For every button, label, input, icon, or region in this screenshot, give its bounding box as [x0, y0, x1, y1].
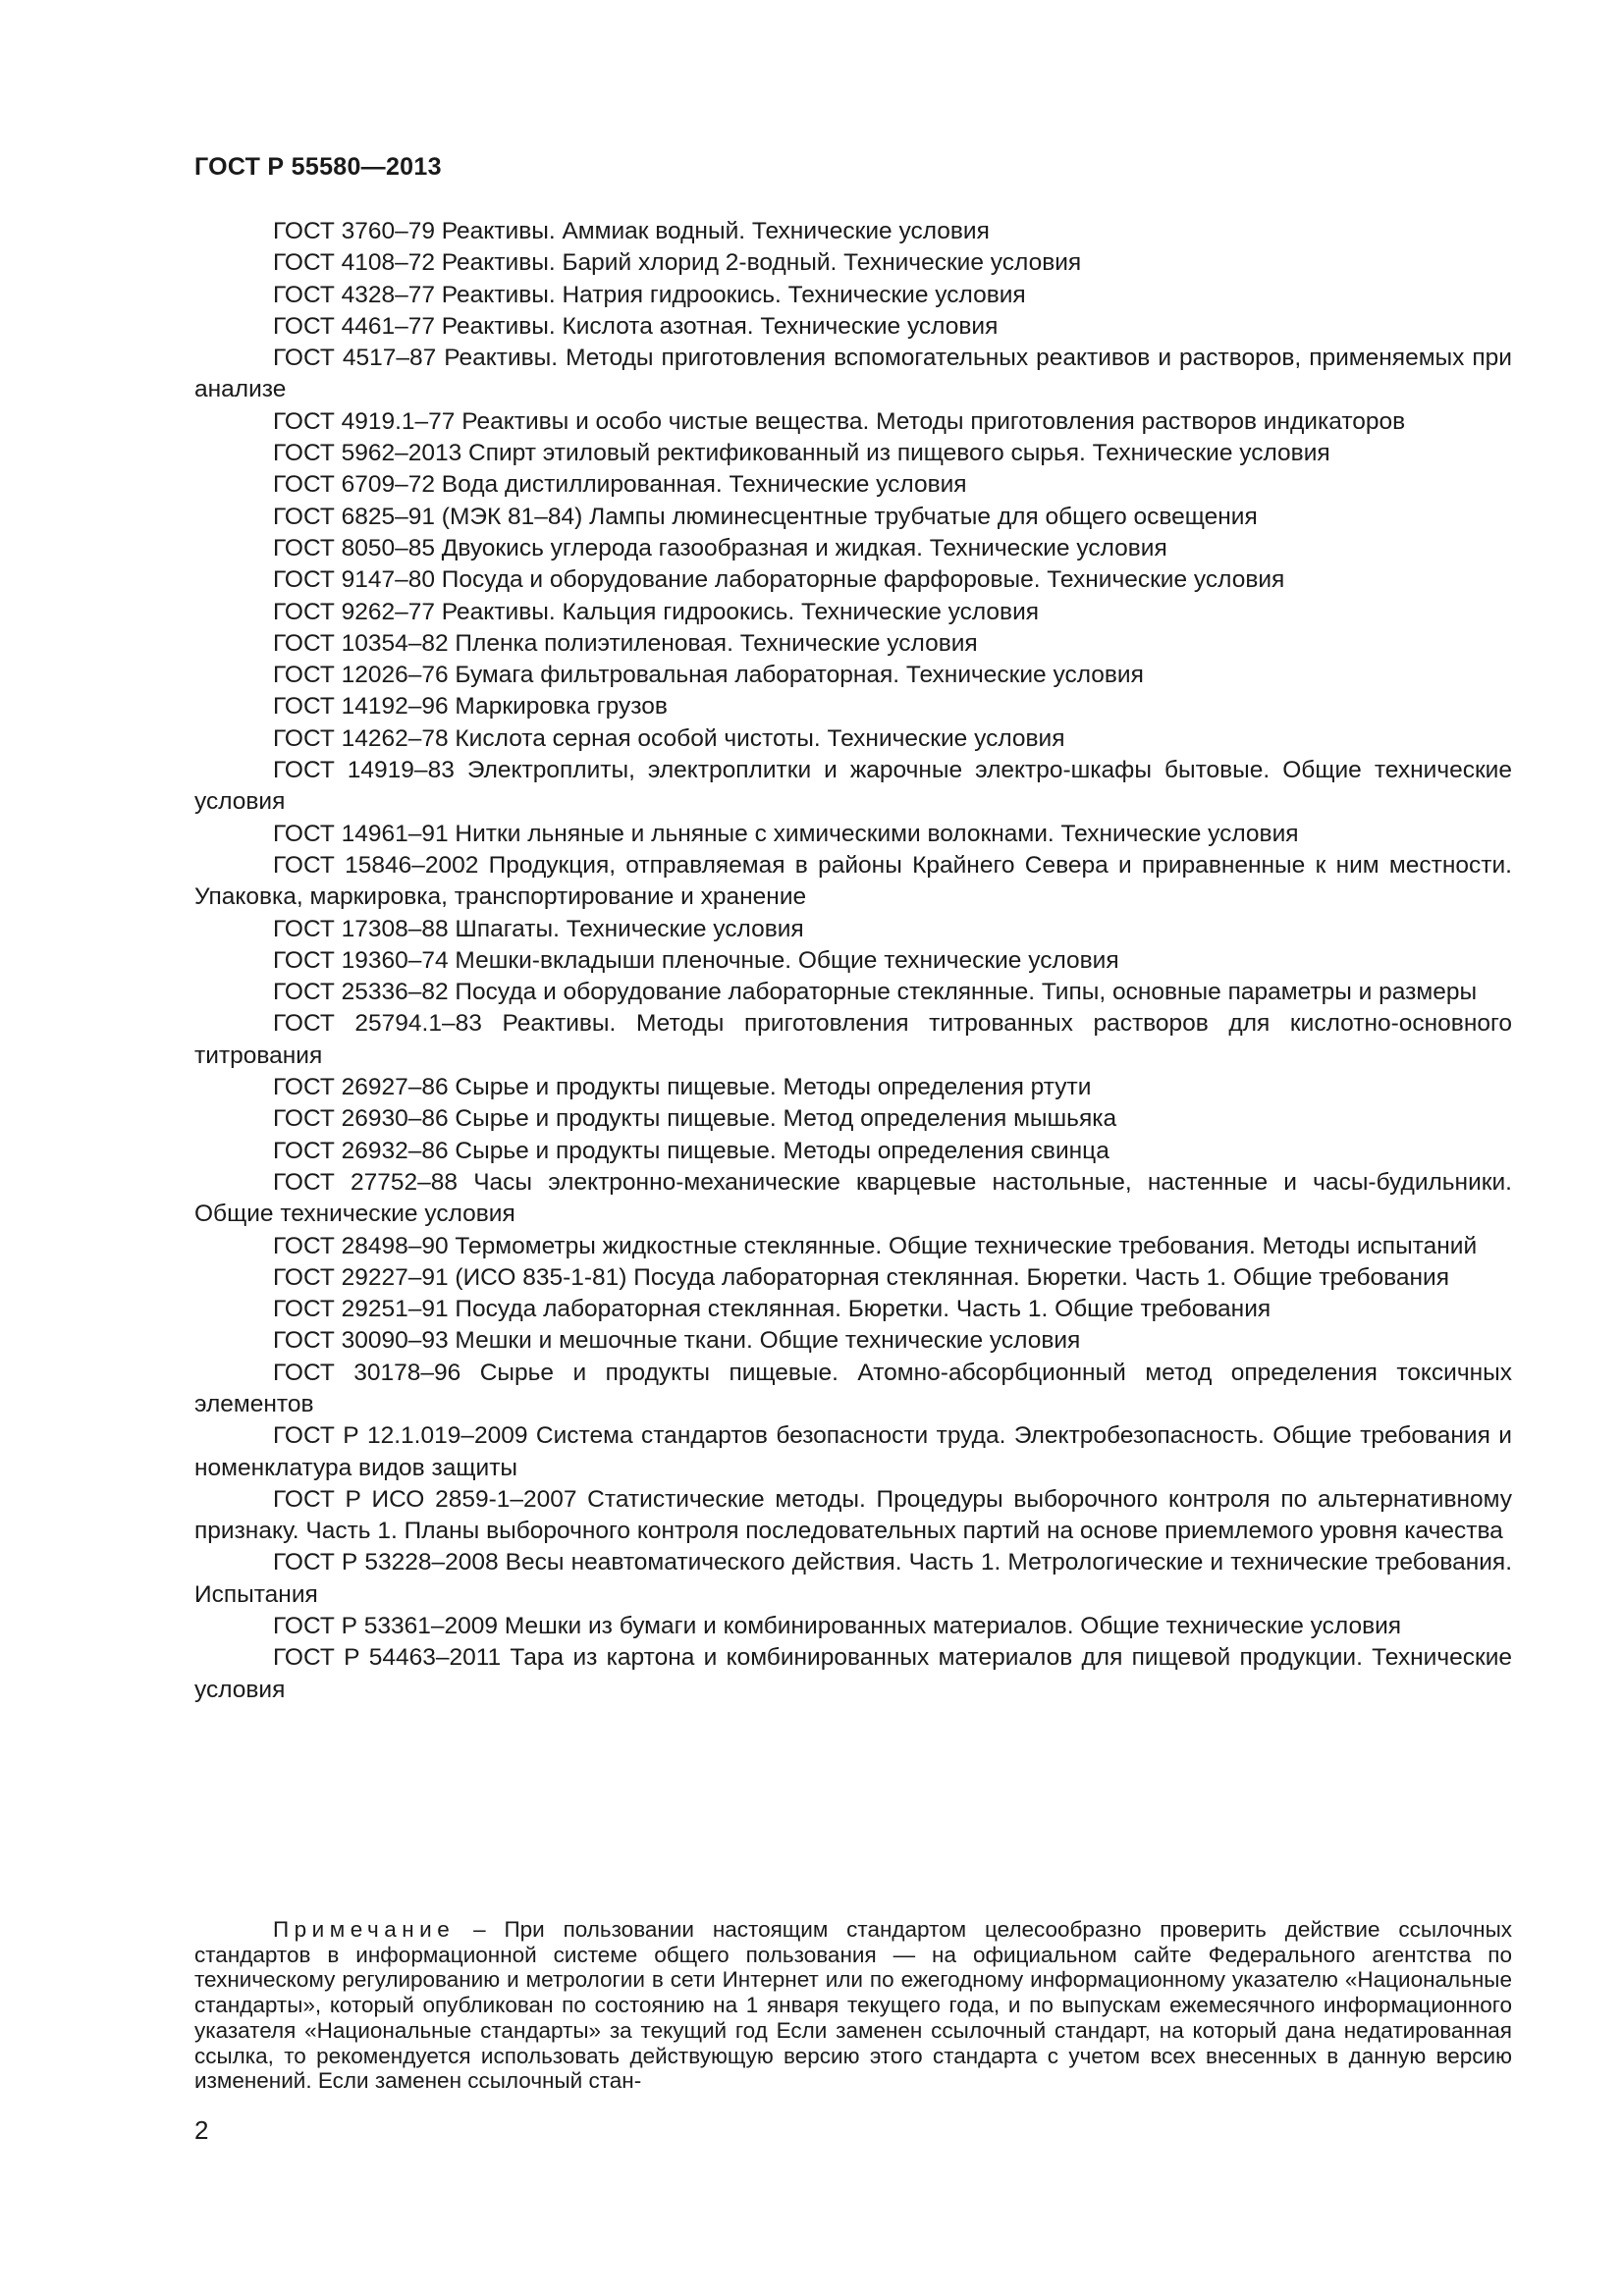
reference-item: ГОСТ Р 12.1.019–2009 Система стандартов безопасности труда. Электробезопасность. Общие требования и номенклатура видов защиты [194, 1422, 1512, 1481]
document-header: ГОСТ Р 55580—2013 [194, 153, 442, 181]
reference-item: ГОСТ 4328–77 Реактивы. Натрия гидроокись. Технические условия [273, 281, 1026, 308]
normative-references-list [194, 216, 1512, 1706]
reference-item: ГОСТ 3760–79 Реактивы. Аммиак водный. Технические условия [273, 218, 990, 244]
reference-item: ГОСТ 4461–77 Реактивы. Кислота азотная. Технические условия [273, 312, 999, 340]
reference-item: ГОСТ 6709–72 Вода дистиллированная. Технические условия [273, 471, 967, 499]
reference-item: ГОСТ 30178–96 Сырье и продукты пищевые. Атомно-абсорбционный метод определения токсичных элементов [194, 1359, 1512, 1417]
note-label: Примечание [273, 1917, 456, 1942]
reference-item: ГОСТ 14961–91 Нитки льняные и льняные с химическими волокнами. Технические условия [273, 820, 1299, 847]
reference-item: ГОСТ 4108–72 Реактивы. Барий хлорид 2-водный. Технические условия [273, 249, 1082, 277]
reference-item: ГОСТ 27752–88 Часы электронно-механические кварцевые настольные, настенные и часы-будильники. Общие технические условия [194, 1168, 1512, 1228]
reference-item: ГОСТ 4517–87 Реактивы. Методы приготовления вспомогательных реактивов и растворов, применяемых при анализе [194, 345, 1512, 403]
reference-item: ГОСТ 28498–90 Термометры жидкостные стеклянные. Общие технические требования. Методы испытаний [273, 1232, 1478, 1259]
reference-item: ГОСТ 14919–83 Электроплиты, электроплитки и жарочные электро-шкафы бытовые. Общие технические условия [194, 757, 1512, 816]
note-paragraph [194, 1917, 1512, 2094]
reference-item: ГОСТ 26932–86 Сырье и продукты пищевые. Методы определения свинца [273, 1137, 1109, 1164]
reference-item: ГОСТ Р 54463–2011 Тара из картона и комбинированных материалов для пищевой продукции. Технические условия [194, 1644, 1512, 1703]
reference-item: ГОСТ 8050–85 Двуокись углерода газообразная и жидкая. Технические условия [273, 534, 1167, 561]
reference-item: ГОСТ 6825–91 (МЭК 81–84) Лампы люминесцентные трубчатые для общего освещения [273, 503, 1258, 530]
reference-item: ГОСТ 9262–77 Реактивы. Кальция гидроокись. Технические условия [273, 598, 1040, 625]
reference-item: ГОСТ 5962–2013 Спирт этиловый ректификованный из пищевого сырья. Технические условия [273, 440, 1330, 467]
reference-item: ГОСТ 25336–82 Посуда и оборудование лабораторные стеклянные. Типы, основные параметры и размеры [273, 979, 1478, 1006]
reference-item: ГОСТ 26930–86 Сырье и продукты пищевые. Метод определения мышьяка [273, 1105, 1117, 1133]
reference-item: ГОСТ Р 53228–2008 Весы неавтоматического действия. Часть 1. Метрологические и технические требования. Испытания [194, 1549, 1512, 1608]
reference-item: ГОСТ 19360–74 Мешки-вкладыши пленочные. Общие технические условия [273, 946, 1119, 974]
page-number: 2 [194, 2115, 209, 2145]
reference-item: ГОСТ Р 53361–2009 Мешки из бумаги и комбинированных материалов. Общие технические условия [273, 1613, 1402, 1640]
reference-item: ГОСТ 4919.1–77 Реактивы и особо чистые вещества. Методы приготовления растворов индикаторов [273, 407, 1406, 435]
reference-item: ГОСТ 26927–86 Сырье и продукты пищевые. Методы определения ртути [273, 1074, 1092, 1101]
reference-item: ГОСТ 17308–88 Шпагаты. Технические условия [273, 915, 804, 942]
reference-item: ГОСТ 29251–91 Посуда лабораторная стеклянная. Бюретки. Часть 1. Общие требования [273, 1296, 1271, 1323]
reference-item: ГОСТ 9147–80 Посуда и оборудование лабораторные фарфоровые. Технические условия [273, 566, 1285, 594]
reference-item: ГОСТ 30090–93 Мешки и мешочные ткани. Общие технические условия [273, 1327, 1081, 1355]
reference-item: ГОСТ 14262–78 Кислота серная особой чистоты. Технические условия [273, 724, 1065, 752]
reference-item: ГОСТ 29227–91 (ИСО 835-1-81) Посуда лабораторная стеклянная. Бюретки. Часть 1. Общие требования [273, 1263, 1449, 1291]
reference-item: ГОСТ 25794.1–83 Реактивы. Методы приготовления титрованных растворов для кислотно-основного титрования [194, 1010, 1512, 1069]
reference-item: ГОСТ 12026–76 Бумага фильтровальная лабораторная. Технические условия [273, 662, 1144, 689]
reference-item: ГОСТ 15846–2002 Продукция, отправляемая в районы Крайнего Севера и приравненные к ним местности. Упаковка, маркировка, транспортирование и хранение [194, 851, 1512, 911]
reference-item: ГОСТ 14192–96 Маркировка грузов [273, 693, 668, 721]
reference-item: ГОСТ 10354–82 Пленка полиэтиленовая. Технические условия [273, 629, 978, 657]
note-text: – При пользовании настоящим стандартом целесообразно проверить действие ссылочных стандартов в информационной системе общего пользования — на официальном сайте Федерального агентства по техническому регулированию и метрологии в сети Интернет или по ежегодному информационному указателю «Национальные стандарты», который опубликован по состоянию на 1 января текущего года, и по выпускам ежемесячного информационного указателя «Национальные стандарты» за текущий год Если заменен ссылочный стандарт, на который дана недатированная ссылка, то рекомендуется использовать действующую версию этого стандарта с учетом всех внесенных в данную версию изменений. Если заменен ссылочный стан- [194, 1917, 1512, 2094]
reference-item: ГОСТ Р ИСО 2859-1–2007 Статистические методы. Процедуры выборочного контроля по альтернативному признаку. Часть 1. Планы выборочного контроля последовательных партий на основе приемлемого уровня качества [194, 1485, 1512, 1545]
